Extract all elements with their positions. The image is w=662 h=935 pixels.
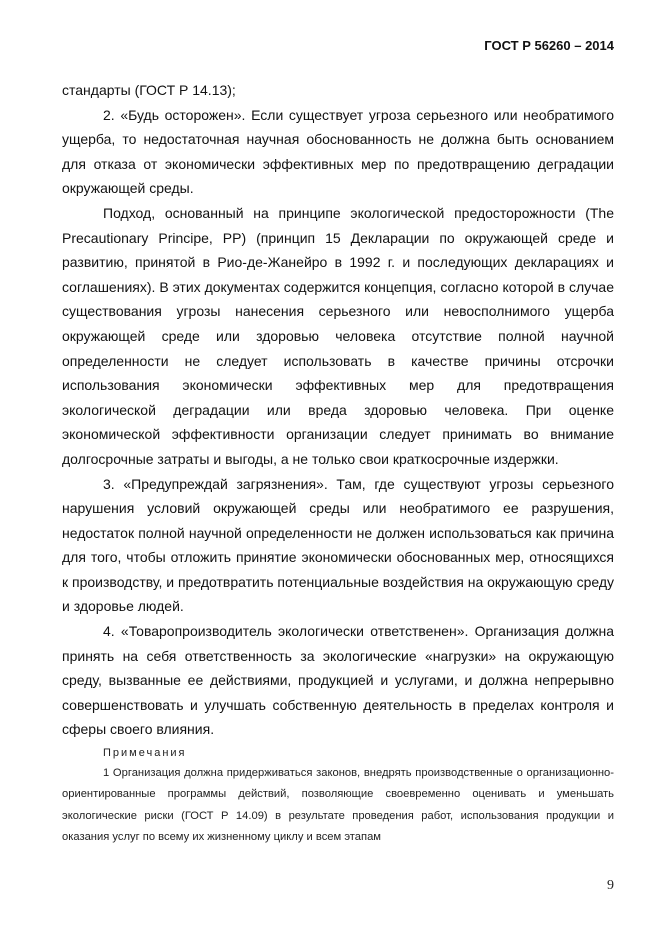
document-header: ГОСТ Р 56260 – 2014 (484, 38, 614, 53)
paragraph-continuation: стандарты (ГОСТ Р 14.13); (62, 82, 236, 98)
notes-title: Примечания (103, 747, 187, 760)
note-item: 1 Организация должна придерживаться законов, внедрять производственные о организационно-ориентированные программы действий, позволяющие своевременно оценивать и уменьшать экологические риски (ГОСТ Р 14.09) в результате проведения работ, использования продукции и оказания услуг по всему их жизненному циклу и всем этапам (62, 767, 614, 843)
document-body (62, 78, 614, 848)
page-number: 9 (607, 878, 614, 893)
paragraph-principle-3: 3. «Предупреждай загрязнения». Там, где существуют угрозы серьезного нарушения условий окружающей среды или необратимого ее разрушения, недостаток полной научной определенности не должен использоваться как причина для того, чтобы отложить принятие экономически обоснованных мер, относящихся к производству, и предотвратить потенциальные воздействия на окружающую среду и здоровье людей. (62, 475, 614, 615)
paragraph-principle-2: 2. «Будь осторожен». Если существует угроза серьезного или необратимого ущерба, то недостаточная научная обоснованность не должна быть основанием для отказа от экономически эффективных мер по предотвращению деградации окружающей среды. (62, 106, 614, 197)
paragraph-principle-4: 4. «Товаропроизводитель экологически ответственен». Организация должна принять на себя ответственность за экологические «нагрузки» на окружающую среду, вызванные ее действиями, продукцией и услугами, и должна непрерывно совершенствовать и улучшать собственную деятельность в пределах контроля и сферы своего влияния. (62, 623, 614, 738)
paragraph-precautionary-approach: Подход, основанный на принципе экологической предосторожности (The Precautionary Principe, PP) (принцип 15 Декларации по окружающей среде и развитию, принятой в Рио-де-Жанейро в 1992 г. и последующих декларациях и соглашениях). В этих документах содержится концепция, согласно которой в случае существования угрозы нанесения серьезного или невосполнимого ущерба окружающей среде или здоровью человека отсутствие полной научной определенности не следует использовать в качестве причины отсрочки использования экономически эффективных мер для предотвращения экологической деградации или вреда здоровью человека. При оценке экономической эффективности организации следует принимать во внимание долгосрочные затраты и выгоды, а не только свои краткосрочные издержки. (62, 204, 614, 467)
